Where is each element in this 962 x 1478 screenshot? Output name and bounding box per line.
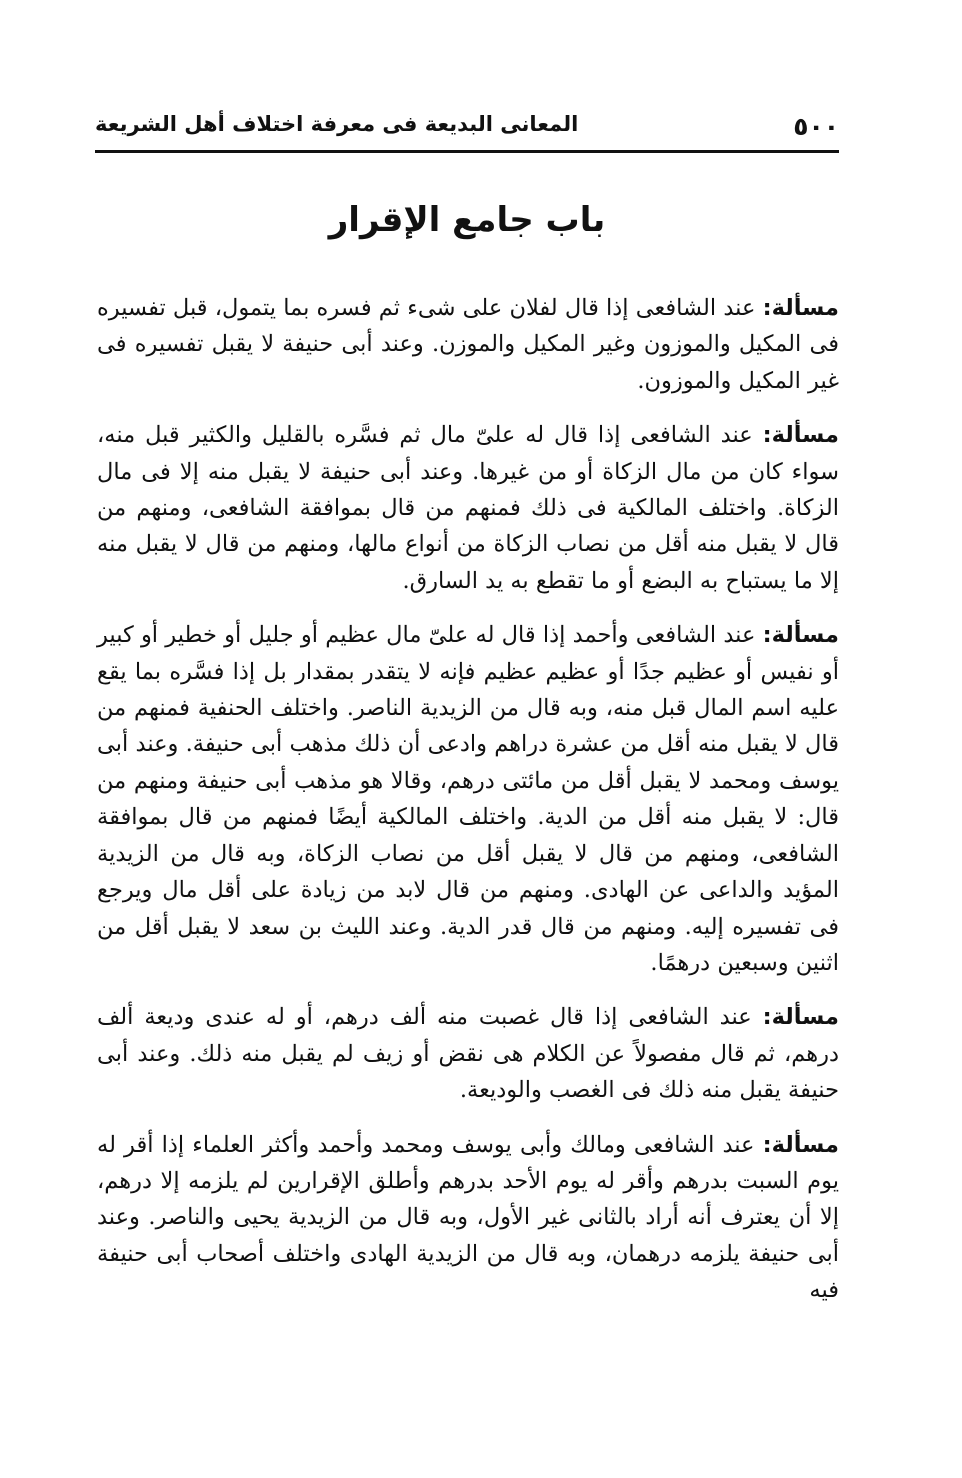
header-rule [95, 150, 839, 153]
page-number: ٥٠٠ [793, 112, 839, 141]
issue-paragraph [97, 999, 839, 1108]
running-title: المعانى البديعة فى معرفة اختلاف أهل الشريعة [95, 112, 579, 136]
issue-label: مسألة: [762, 622, 839, 649]
issue-text: عند الشافعى إذا قال له علىّ مال ثم فسَّره بالقليل والكثير قبل منه، سواء كان من مال الزكاة أو من غيرها. وعند أبى حنيفة لا يقبل منه إلا فى مال الزكاة. واختلف المالكية فى ذلك فمنهم من قال بموافقة الشافعى، ومنهم من قال لا يقبل منه أقل من نصاب الزكاة من أنواع مالها، ومنهم من قال لا يقبل منه إلا ما يستباح به البضع أو ما تقطع به يد السارق. [97, 422, 839, 594]
issue-text: عند الشافعى ومالك وأبى يوسف ومحمد وأحمد وأكثر العلماء إذا أقر له يوم السبت بدرهم وأقر له يوم الأحد بدرهم وأطلق الإقرارين لم يلزمه إلا درهم، إلا أن يعترف أنه أراد بالثانى غير الأول، وبه قال من الزيدية يحيى والناصر. وعند أبى حنيفة يلزمه درهمان، وبه قال من الزيدية الهادى واختلف أصحاب أبى حنيفة فيه [97, 1131, 839, 1304]
issue-paragraph [97, 1127, 839, 1309]
chapter-title: باب جامع الإقرار [328, 200, 606, 240]
issue-text: عند الشافعى إذا قال غصبت منه ألف درهم، أو له عندى وديعة ألف درهم، ثم قال مفصولاً عن الكلام هى نقض أو زيف لم يقبل منه ذلك. وعند أبى حنيفة يقبل منه ذلك فى الغصب والوديعة. [97, 1004, 839, 1104]
issue-label: مسألة: [762, 295, 839, 321]
issue-paragraph [97, 617, 839, 981]
page-header [95, 108, 839, 148]
issue-text: عند الشافعى وأحمد إذا قال له علىّ مال عظيم أو جليل أو خطير أو كبير أو نفيس أو عظيم جدًا أو عظيم عظيم فإنه لا يتقدر بمقدار بل إذا فسَّره بما يقع عليه اسم المال قبل منه، وبه قال من الزيدية الناصر. واختلف الحنفية فمنهم من قال لا يقبل منه أقل من عشرة دراهم وادعى أن ذلك مذهب أبى حنيفة. وعند أبى يوسف ومحمد لا يقبل أقل من مائتى درهم، وقالا هو مذهب أبى حنيفة ومنهم من قال: لا يقبل منه أقل من الدية. واختلف المالكية أيضًا فمنهم من قال بموافقة الشافعى، ومنهم من قال لا يقبل أقل من نصاب الزكاة، وبه قال من الزيدية المؤيد والداعى عن الهادى. ومنهم من قال لابد من زيادة على أقل مال ويرجع فى تفسيره إليه. ومنهم من قال قدر الدية. وعند الليث بن سعد لا يقبل أقل من اثنين وسبعين درهمًا. [97, 622, 839, 976]
issue-label: مسألة: [762, 422, 839, 449]
issue-label: مسألة: [762, 1004, 839, 1031]
issue-text: عند الشافعى إذا قال لفلان على شىء ثم فسره بما يتمول، قبل تفسيره فى المكيل والموزون وغير المكيل والموزن. وعند أبى حنيفة لا يقبل تفسيره فى غير المكيل والموزون. [97, 295, 839, 394]
issue-label: مسألة: [762, 1131, 839, 1158]
issue-paragraph [97, 290, 839, 399]
body-text [97, 290, 839, 1309]
issue-paragraph [97, 417, 839, 599]
